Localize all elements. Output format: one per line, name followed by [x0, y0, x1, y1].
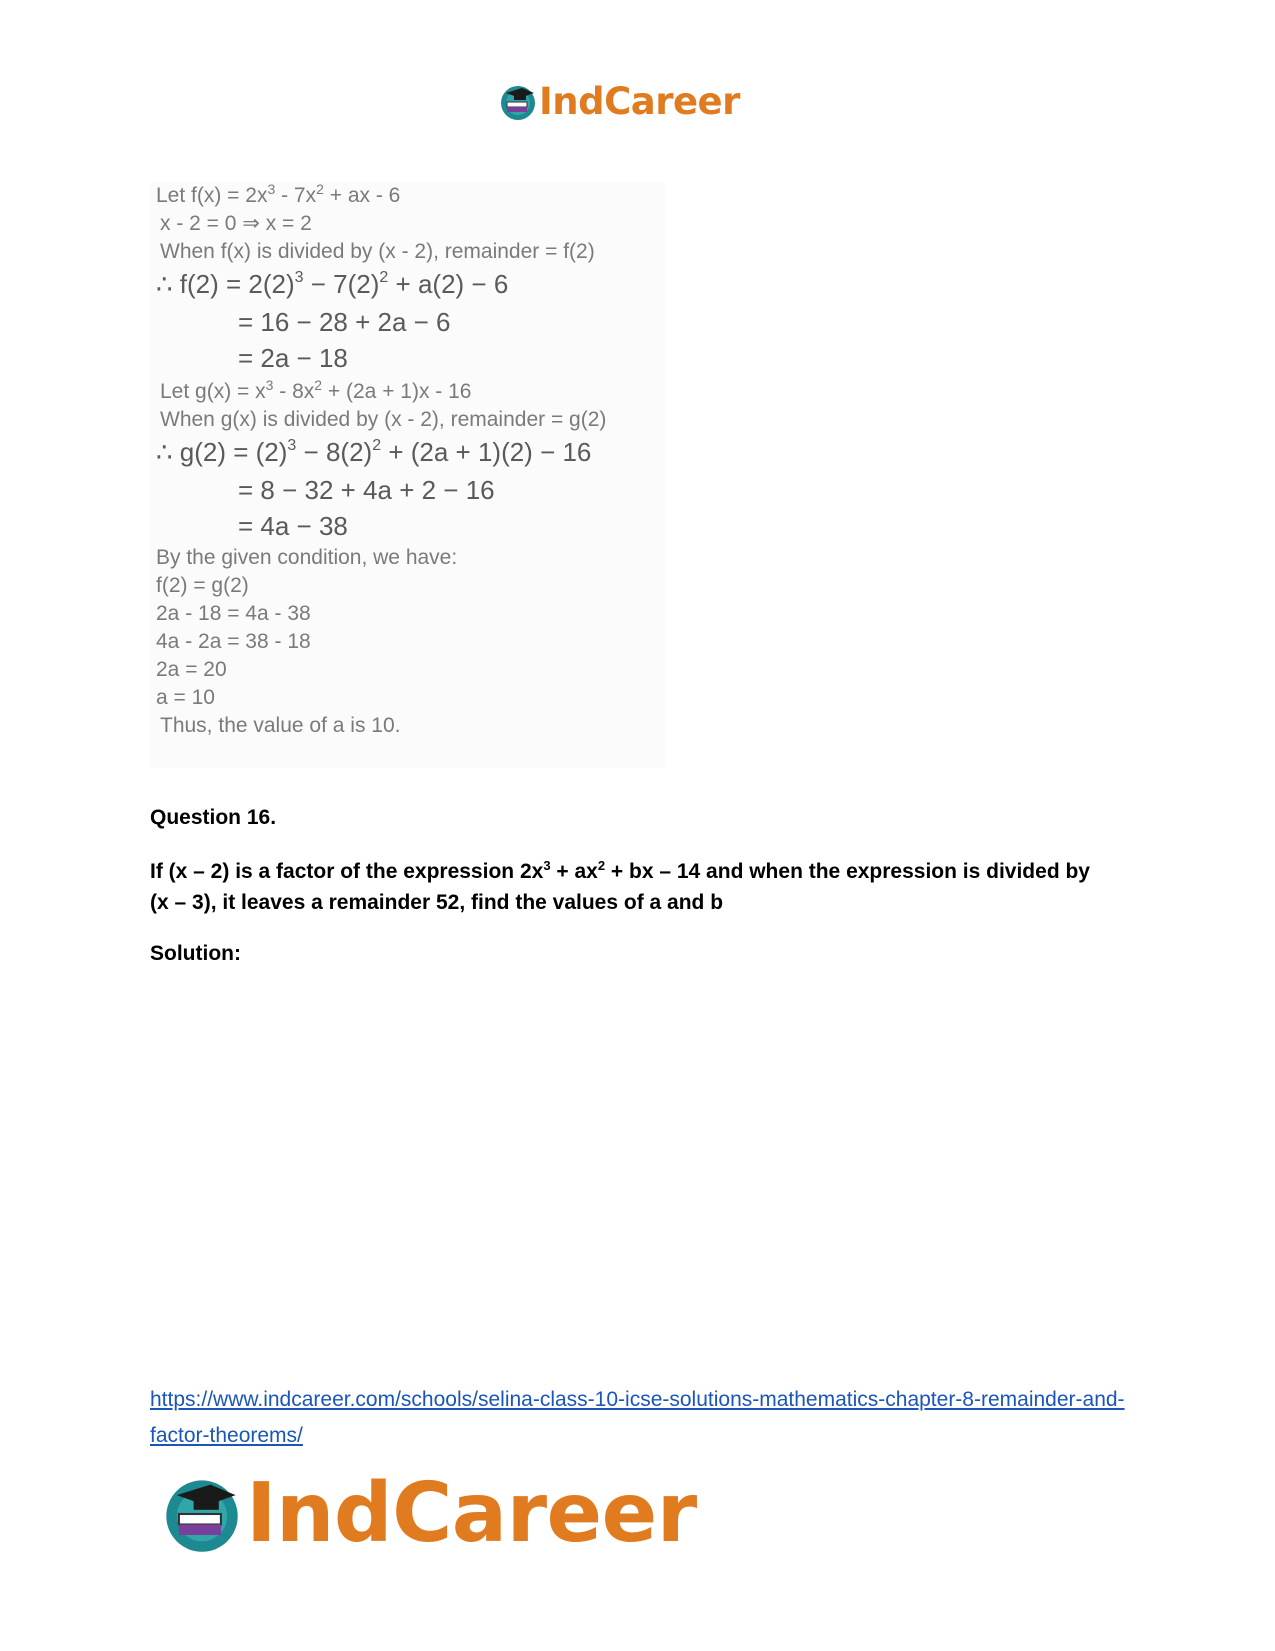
source-url-link[interactable]: https://www.indcareer.com/schools/selina-class-10-icse-solutions-mathematics-chapter-8-remainder-and-factor-theorems/ [150, 1388, 1125, 1447]
solution-line: 2a - 18 = 4a - 38 [156, 602, 311, 625]
solution-line: = 16 − 28 + 2a − 6 [238, 307, 451, 337]
solution-line: When f(x) is divided by (x - 2), remainder = f(2) [160, 240, 595, 263]
solution-line: 2a = 20 [156, 658, 227, 681]
brand-name: IndCareer [246, 1466, 697, 1561]
graduation-cap-book-globe-icon [498, 82, 538, 122]
solution-line: 4a - 2a = 38 - 18 [156, 630, 311, 653]
solution-line: f(2) = g(2) [156, 574, 249, 597]
brand-logo-top [498, 80, 740, 124]
solution-line: By the given condition, we have: [156, 546, 458, 569]
solution-line: = 4a − 38 [238, 511, 348, 541]
brand-name: IndCareer [539, 80, 740, 123]
solution-line: a = 10 [156, 686, 215, 709]
graduation-cap-book-globe-icon [160, 1472, 244, 1556]
solution-line: ∴ $f(2) = 2(2)^3 - 7(2)^2 + a(2) - 6$ [156, 269, 509, 299]
solution-line: x - 2 = 0 ⇒ x = 2 [160, 212, 312, 235]
solution-line: = 8 − 32 + 4a + 2 − 16 [238, 475, 495, 505]
question-title: Question 16. [150, 806, 277, 829]
question-text: If (x – 2) is a factor of the expression $2x^3 + ax^2$ + bx – 14 and when the expression is divided by (x – 3), it leaves a remainder 52, find the values of a and b [150, 858, 1090, 914]
solution-image [150, 183, 665, 768]
solution-line: = 2a − 18 [238, 343, 348, 373]
solution-line: Thus, the value of a is 10. [160, 714, 401, 737]
solution-line: Let $g(x) = x^3 - 8x^2 + (2a + 1)x - 16$ [160, 377, 472, 403]
solution-label: Solution: [150, 942, 241, 965]
solution-line: When g(x) is divided by (x - 2), remainder = g(2) [160, 408, 607, 431]
solution-line: ∴ $g(2) = (2)^3 - 8(2)^2 + (2a + 1)(2) - 16$ [156, 437, 592, 467]
solution-line: Let $f(x) = 2x^3 - 7x^2$ + ax - 6 [156, 181, 401, 207]
brand-logo-bottom [160, 1466, 697, 1562]
